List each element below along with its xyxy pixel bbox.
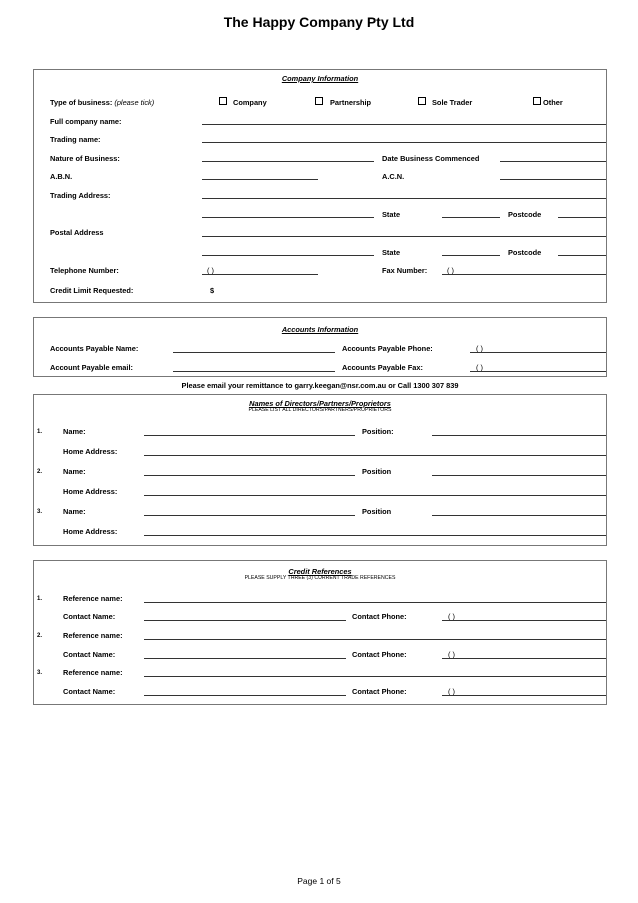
reference-name-field[interactable] xyxy=(144,602,606,603)
credit-limit-label: Credit Limit Requested: xyxy=(50,286,134,295)
remittance-note: Please email your remittance to garry.keegan@nsr.com.au or Call 1300 307 839 xyxy=(181,381,459,390)
reference-name-label: Reference name: xyxy=(63,631,123,640)
reference-contact-name-label: Contact Name: xyxy=(63,612,116,621)
partnership-option-label: Partnership xyxy=(330,98,372,107)
reference-name-field[interactable] xyxy=(144,639,606,640)
trading-address-label: Trading Address: xyxy=(50,191,111,200)
acn-field[interactable] xyxy=(500,179,606,180)
director-name-label: Name: xyxy=(63,507,86,516)
reference-contact-name-label: Contact Name: xyxy=(63,650,116,659)
type-of-business-hint: (please tick) xyxy=(114,98,155,107)
trading-name-field[interactable] xyxy=(202,142,606,143)
reference-number: 2. xyxy=(37,633,43,639)
reference-name-field[interactable] xyxy=(144,676,606,677)
director-number: 1. xyxy=(37,429,43,435)
sole-trader-checkbox[interactable] xyxy=(418,97,426,105)
trading-state-field[interactable] xyxy=(442,217,500,218)
fax-label: Fax Number: xyxy=(382,266,428,275)
director-position-label: Position xyxy=(362,467,392,476)
postal-postcode-label: Postcode xyxy=(508,248,542,257)
ap-name-label: Accounts Payable Name: xyxy=(50,344,139,353)
directors-section xyxy=(33,394,607,546)
other-checkbox[interactable] xyxy=(533,97,541,105)
trading-address-line-2[interactable] xyxy=(202,217,374,218)
acn-label: A.C.N. xyxy=(382,172,405,181)
company-info-heading: Company Information xyxy=(281,74,359,83)
telephone-field[interactable] xyxy=(202,274,318,275)
sole-trader-option-label: Sole Trader xyxy=(432,98,473,107)
nature-of-business-label: Nature of Business: xyxy=(50,154,120,163)
director-name-label: Name: xyxy=(63,467,86,476)
director-number: 2. xyxy=(37,469,43,475)
type-of-business-label xyxy=(50,98,154,107)
reference-contact-name-field[interactable] xyxy=(144,658,346,659)
page-number: Page 1 of 5 xyxy=(297,876,341,886)
director-name-field[interactable] xyxy=(144,515,355,516)
company-option-label: Company xyxy=(233,98,267,107)
reference-name-label: Reference name: xyxy=(63,668,123,677)
ap-phone-field[interactable] xyxy=(470,352,606,353)
director-home-address-label: Home Address: xyxy=(63,487,118,496)
accounts-info-heading: Accounts Information xyxy=(281,325,359,334)
director-name-field[interactable] xyxy=(144,435,355,436)
postal-postcode-field[interactable] xyxy=(558,255,606,256)
ap-email-label: Account Payable email: xyxy=(50,363,133,372)
reference-contact-name-label: Contact Name: xyxy=(63,687,116,696)
abn-label: A.B.N. xyxy=(50,172,73,181)
date-commenced-field[interactable] xyxy=(500,161,606,162)
director-home-address-label: Home Address: xyxy=(63,527,118,536)
company-checkbox[interactable] xyxy=(219,97,227,105)
abn-field[interactable] xyxy=(202,179,318,180)
ap-fax-field[interactable] xyxy=(470,371,606,372)
document-title: The Happy Company Pty Ltd xyxy=(223,14,415,30)
ap-fax-area-code: ( ) xyxy=(476,363,483,372)
director-position-field[interactable] xyxy=(432,435,606,436)
type-of-business-text: Type of business: xyxy=(50,98,113,107)
reference-number: 3. xyxy=(37,670,43,676)
director-name-field[interactable] xyxy=(144,475,355,476)
director-home-address-field[interactable] xyxy=(144,455,606,456)
credit-limit-dollar[interactable]: $ xyxy=(210,286,215,295)
reference-phone-area-code: ( ) xyxy=(448,687,455,696)
trading-name-label: Trading name: xyxy=(50,135,101,144)
reference-contact-phone-label: Contact Phone: xyxy=(352,650,407,659)
partnership-checkbox[interactable] xyxy=(315,97,323,105)
reference-contact-phone-field[interactable] xyxy=(442,658,606,659)
postal-state-field[interactable] xyxy=(442,255,500,256)
fax-field[interactable] xyxy=(442,274,606,275)
trading-postcode-label: Postcode xyxy=(508,210,542,219)
director-position-field[interactable] xyxy=(432,475,606,476)
credit-references-heading: Credit References xyxy=(288,567,352,576)
reference-contact-phone-field[interactable] xyxy=(442,620,606,621)
reference-name-label: Reference name: xyxy=(63,594,123,603)
credit-references-subheading: PLEASE SUPPLY THREE (3) CURRENT TRADE REFERENCES xyxy=(244,575,396,581)
telephone-label: Telephone Number: xyxy=(50,266,119,275)
director-name-label: Name: xyxy=(63,427,86,436)
nature-of-business-field[interactable] xyxy=(202,161,374,162)
trading-address-line-1[interactable] xyxy=(202,198,606,199)
director-position-field[interactable] xyxy=(432,515,606,516)
postal-address-label: Postal Address xyxy=(50,228,104,237)
reference-phone-area-code: ( ) xyxy=(448,612,455,621)
trading-postcode-field[interactable] xyxy=(558,217,606,218)
postal-address-line-2[interactable] xyxy=(202,255,374,256)
ap-email-field[interactable] xyxy=(173,371,335,372)
reference-contact-phone-label: Contact Phone: xyxy=(352,687,407,696)
reference-phone-area-code: ( ) xyxy=(448,650,455,659)
reference-contact-phone-label: Contact Phone: xyxy=(352,612,407,621)
reference-number: 1. xyxy=(37,596,43,602)
reference-contact-phone-field[interactable] xyxy=(442,695,606,696)
directors-heading: Names of Directors/Partners/Proprietors xyxy=(249,399,391,408)
postal-address-line-1[interactable] xyxy=(202,236,606,237)
ap-phone-label: Accounts Payable Phone: xyxy=(342,344,433,353)
directors-subheading: PLEASE LIST ALL DIRECTORS/PARTNERS/PROPRIETORS xyxy=(248,407,392,413)
ap-phone-area-code: ( ) xyxy=(476,344,483,353)
postal-state-label: State xyxy=(382,248,401,257)
other-option-label: Other xyxy=(543,98,563,107)
ap-name-field[interactable] xyxy=(173,352,335,353)
date-commenced-label: Date Business Commenced xyxy=(382,154,480,163)
telephone-area-code: ( ) xyxy=(207,266,214,275)
director-home-address-label: Home Address: xyxy=(63,447,118,456)
full-company-name-label: Full company name: xyxy=(50,117,122,126)
director-home-address-field[interactable] xyxy=(144,535,606,536)
full-company-name-field[interactable] xyxy=(202,124,606,125)
director-number: 3. xyxy=(37,509,43,515)
reference-contact-name-field[interactable] xyxy=(144,695,346,696)
ap-fax-label: Accounts Payable Fax: xyxy=(342,363,423,372)
director-position-label: Position xyxy=(362,507,392,516)
director-home-address-field[interactable] xyxy=(144,495,606,496)
reference-contact-name-field[interactable] xyxy=(144,620,346,621)
fax-area-code: ( ) xyxy=(447,266,454,275)
trading-state-label: State xyxy=(382,210,401,219)
director-position-label: Position: xyxy=(362,427,394,436)
